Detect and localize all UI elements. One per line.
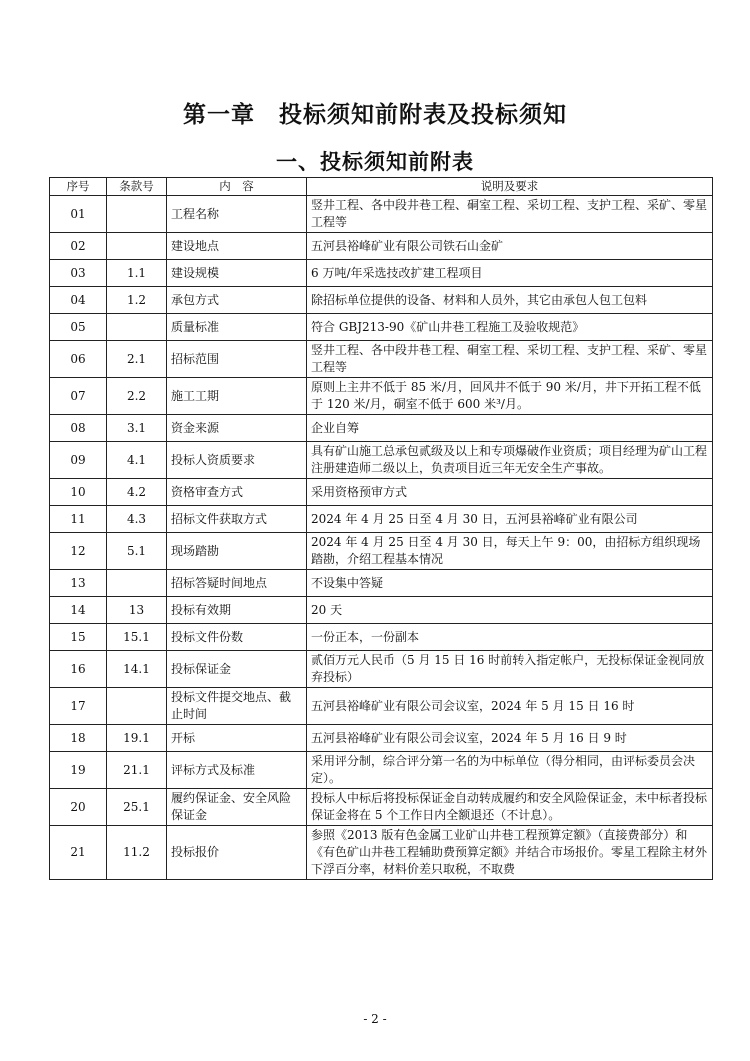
item-requirement: 具有矿山施工总承包贰级及以上和专项爆破作业资质；项目经理为矿山工程注册建造师二级以上，负责项目近三年无安全生产事故。 — [307, 442, 713, 479]
clause-number: 1.2 — [107, 287, 167, 314]
row-number: 15 — [50, 624, 107, 651]
item-name: 投标有效期 — [167, 597, 307, 624]
row-number: 19 — [50, 752, 107, 789]
table-row — [50, 624, 713, 651]
header-requirement: 说明及要求 — [307, 178, 713, 196]
table-row — [50, 506, 713, 533]
table-row — [50, 442, 713, 479]
clause-number: 13 — [107, 597, 167, 624]
item-requirement: 采用评分制，综合评分第一名的为中标单位（得分相同，由评标委员会决定）。 — [307, 752, 713, 789]
row-number: 01 — [50, 196, 107, 233]
table-row — [50, 233, 713, 260]
table-header-row — [50, 178, 713, 196]
item-requirement: 符合 GBJ213-90《矿山井巷工程施工及验收规范》 — [307, 314, 713, 341]
clause-number — [107, 314, 167, 341]
clause-number: 21.1 — [107, 752, 167, 789]
row-number: 04 — [50, 287, 107, 314]
bidding-requirements-table — [49, 177, 713, 880]
table-row — [50, 378, 713, 415]
item-requirement: 投标人中标后将投标保证金自动转成履约和安全风险保证金，未中标者投标保证金将在 5 个工作日内全额退还（不计息）。 — [307, 789, 713, 826]
table-row — [50, 651, 713, 688]
row-number: 20 — [50, 789, 107, 826]
item-requirement: 2024 年 4 月 25 日至 4 月 30 日，五河县裕峰矿业有限公司 — [307, 506, 713, 533]
item-name: 招标答疑时间地点 — [167, 570, 307, 597]
row-number: 09 — [50, 442, 107, 479]
item-name: 招标范围 — [167, 341, 307, 378]
item-requirement: 20 天 — [307, 597, 713, 624]
item-name: 开标 — [167, 725, 307, 752]
table-row — [50, 314, 713, 341]
row-number: 11 — [50, 506, 107, 533]
clause-number: 25.1 — [107, 789, 167, 826]
item-requirement: 除招标单位提供的设备、材料和人员外，其它由承包人包工包料 — [307, 287, 713, 314]
row-number: 16 — [50, 651, 107, 688]
section-title: 一、投标须知前附表 — [276, 149, 474, 174]
table-row — [50, 341, 713, 378]
clause-number: 14.1 — [107, 651, 167, 688]
page-number: - 2 - — [363, 1012, 387, 1026]
clause-number: 2.2 — [107, 378, 167, 415]
row-number: 02 — [50, 233, 107, 260]
item-name: 资格审查方式 — [167, 479, 307, 506]
clause-number: 4.3 — [107, 506, 167, 533]
item-name: 工程名称 — [167, 196, 307, 233]
item-name: 投标保证金 — [167, 651, 307, 688]
item-requirement: 企业自筹 — [307, 415, 713, 442]
clause-number: 3.1 — [107, 415, 167, 442]
item-name: 施工工期 — [167, 378, 307, 415]
row-number: 08 — [50, 415, 107, 442]
item-name: 投标人资质要求 — [167, 442, 307, 479]
table-row — [50, 725, 713, 752]
table-row — [50, 570, 713, 597]
clause-number — [107, 196, 167, 233]
clause-number — [107, 688, 167, 725]
item-requirement: 五河县裕峰矿业有限公司会议室，2024 年 5 月 15 日 16 时 — [307, 688, 713, 725]
clause-number — [107, 233, 167, 260]
item-requirement: 五河县裕峰矿业有限公司会议室，2024 年 5 月 16 日 9 时 — [307, 725, 713, 752]
row-number: 13 — [50, 570, 107, 597]
item-name: 建设规模 — [167, 260, 307, 287]
item-name: 投标文件提交地点、截止时间 — [167, 688, 307, 725]
row-number: 06 — [50, 341, 107, 378]
table-row — [50, 260, 713, 287]
row-number: 21 — [50, 826, 107, 880]
table-row — [50, 415, 713, 442]
item-requirement: 2024 年 4 月 25 日至 4 月 30 日，每天上午 9：00，由招标方组织现场踏勘，介绍工程基本情况 — [307, 533, 713, 570]
clause-number: 2.1 — [107, 341, 167, 378]
item-name: 评标方式及标准 — [167, 752, 307, 789]
table-row — [50, 533, 713, 570]
table-row — [50, 688, 713, 725]
item-name: 质量标准 — [167, 314, 307, 341]
item-requirement: 不设集中答疑 — [307, 570, 713, 597]
item-name: 招标文件获取方式 — [167, 506, 307, 533]
item-requirement: 竖井工程、各中段井巷工程、硐室工程、采切工程、支护工程、采矿、零星工程等 — [307, 196, 713, 233]
table-row — [50, 597, 713, 624]
row-number: 14 — [50, 597, 107, 624]
item-requirement: 贰佰万元人民币（5 月 15 日 16 时前转入指定帐户，无投标保证金视同放弃投标） — [307, 651, 713, 688]
clause-number: 15.1 — [107, 624, 167, 651]
row-number: 10 — [50, 479, 107, 506]
item-requirement: 参照《2013 版有色金属工业矿山井巷工程预算定额》（直接费部分）和《有色矿山井巷工程辅助费预算定额》并结合市场报价。零星工程除主材外下浮百分率，材料价差只取税，不取费 — [307, 826, 713, 880]
table-row — [50, 789, 713, 826]
table-row — [50, 287, 713, 314]
row-number: 18 — [50, 725, 107, 752]
clause-number: 5.1 — [107, 533, 167, 570]
item-requirement: 一份正本，一份副本 — [307, 624, 713, 651]
item-requirement: 采用资格预审方式 — [307, 479, 713, 506]
row-number: 07 — [50, 378, 107, 415]
row-number: 03 — [50, 260, 107, 287]
item-name: 投标报价 — [167, 826, 307, 880]
item-name: 现场踏勘 — [167, 533, 307, 570]
item-requirement: 五河县裕峰矿业有限公司铁石山金矿 — [307, 233, 713, 260]
row-number: 12 — [50, 533, 107, 570]
item-name: 建设地点 — [167, 233, 307, 260]
table-row — [50, 752, 713, 789]
table-row — [50, 196, 713, 233]
item-requirement: 6 万吨/年采选技改扩建工程项目 — [307, 260, 713, 287]
item-name: 承包方式 — [167, 287, 307, 314]
clause-number — [107, 570, 167, 597]
item-requirement: 原则上主井不低于 85 米/月，回风井不低于 90 米/月，井下开拓工程不低于 120 米/月，硐室不低于 600 米³/月。 — [307, 378, 713, 415]
clause-number: 4.2 — [107, 479, 167, 506]
chapter-title: 第一章 投标须知前附表及投标须知 — [183, 101, 567, 128]
item-name: 资金来源 — [167, 415, 307, 442]
header-clause: 条款号 — [107, 178, 167, 196]
item-name: 履约保证金、安全风险保证金 — [167, 789, 307, 826]
item-name: 投标文件份数 — [167, 624, 307, 651]
clause-number: 11.2 — [107, 826, 167, 880]
clause-number: 1.1 — [107, 260, 167, 287]
table-row — [50, 479, 713, 506]
row-number: 05 — [50, 314, 107, 341]
table-row — [50, 826, 713, 880]
item-requirement: 竖井工程、各中段井巷工程、硐室工程、采切工程、支护工程、采矿、零星工程等 — [307, 341, 713, 378]
header-content: 内 容 — [167, 178, 307, 196]
clause-number: 19.1 — [107, 725, 167, 752]
header-no: 序号 — [50, 178, 107, 196]
clause-number: 4.1 — [107, 442, 167, 479]
row-number: 17 — [50, 688, 107, 725]
